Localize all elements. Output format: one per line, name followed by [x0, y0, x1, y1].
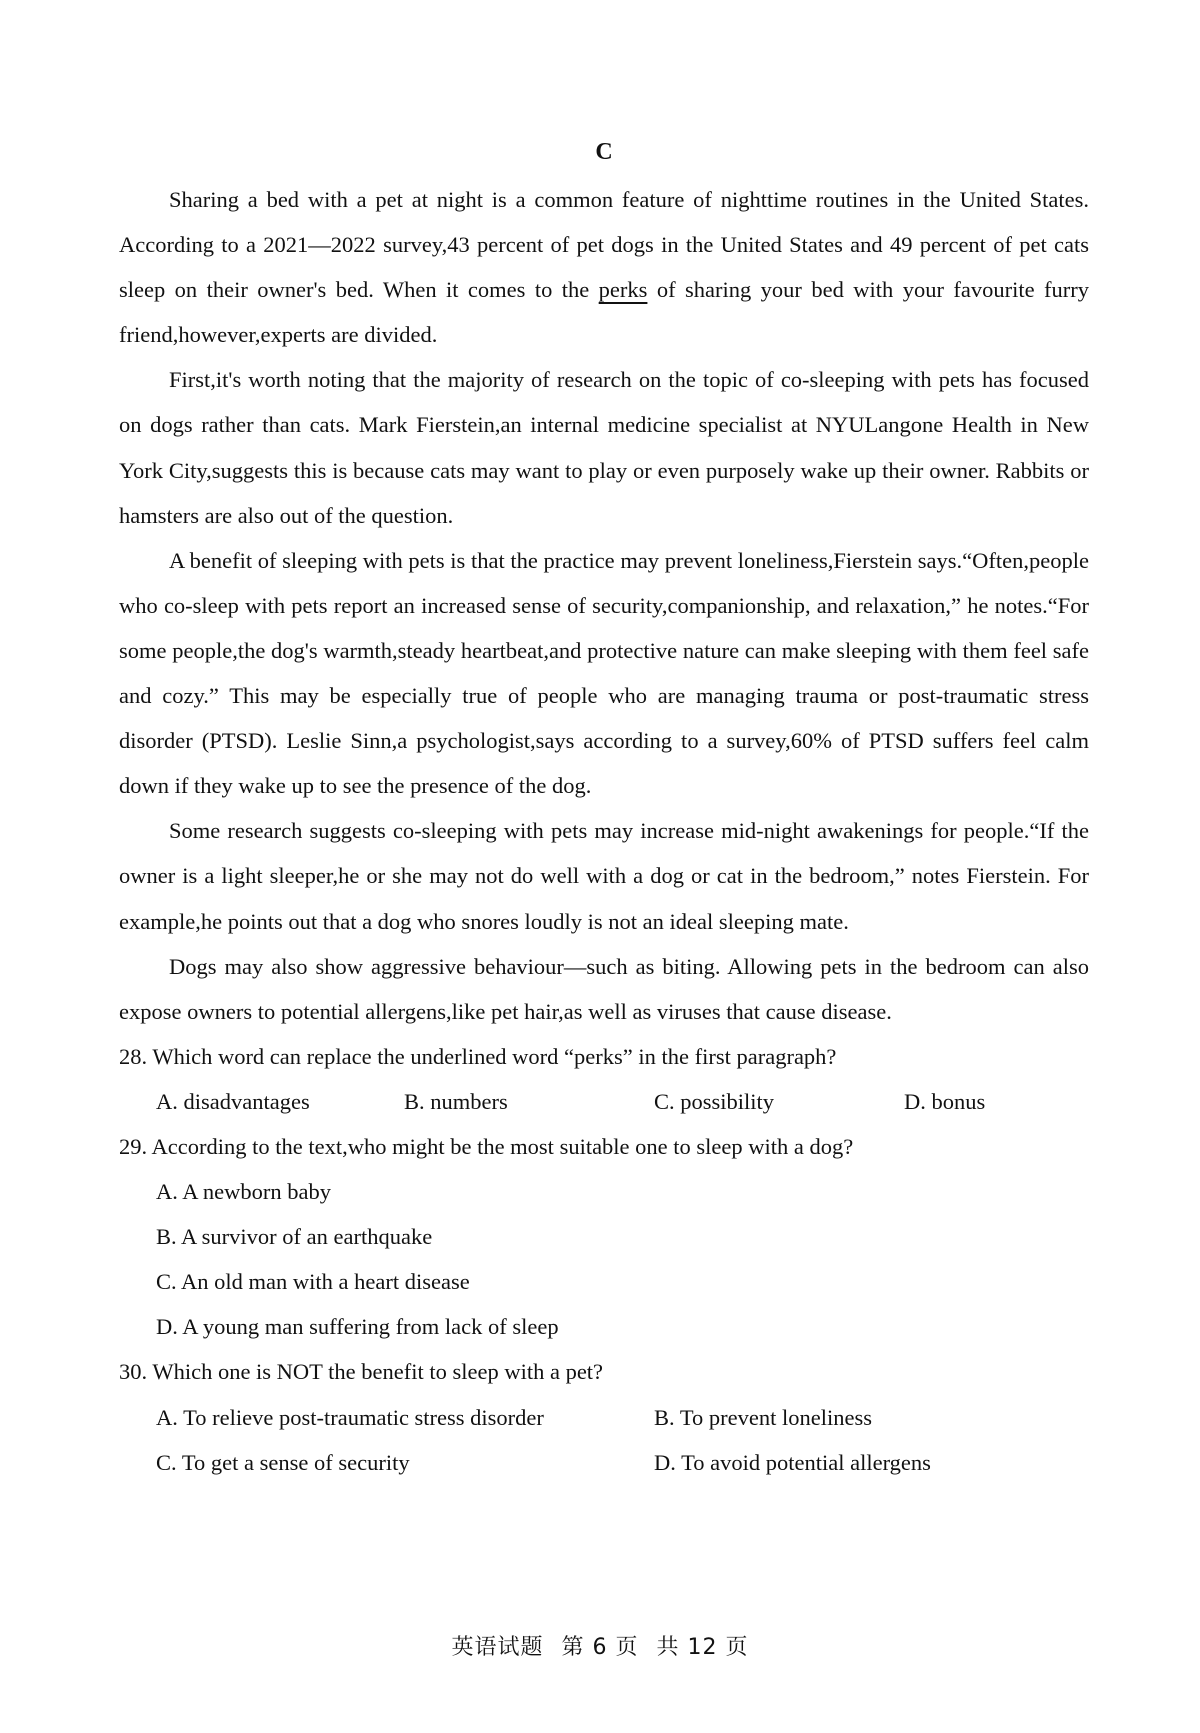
passage-paragraph-4: Some research suggests co-sleeping with pets may increase mid-night awakenings for people.“If the owner is a light sleeper,he or she may not do well with a dog or cat in the bedroom,” notes Fierstein. For example,he points out that a dog who snores loudly is not an ideal sleeping mate. [119, 818, 1089, 934]
underlined-word: perks [598, 277, 648, 303]
option-b: B. A survivor of an earthquake [156, 1224, 433, 1250]
passage-paragraph-1 [119, 177, 1089, 357]
option-a: A. A newborn baby [156, 1179, 331, 1205]
question-30-stem: 30. Which one is NOT the benefit to sleep with a pet? [119, 1359, 604, 1385]
paragraph-text: Sharing a bed with a pet at night is a common feature of nighttime routines in the United States. According to a 2021—2022 survey,43 percent of pet dogs in the United States and 49 percent of pet cats sleep on their owner's bed. When it comes to the [119, 187, 1089, 303]
footer-page-number: 第 6 页 [561, 1635, 639, 1660]
option-b: B. To prevent loneliness [654, 1404, 872, 1430]
passage-paragraph-5: Dogs may also show aggressive behaviour—such as biting. Allowing pets in the bedroom can also expose owners to potential allergens,like pet hair,as well as viruses that cause disease. [119, 953, 1089, 1024]
question-28-stem: 28. Which word can replace the underlined word “perks” in the first paragraph? [119, 1043, 837, 1069]
question-29-stem: 29. According to the text,who might be the most suitable one to sleep with a dog? [119, 1133, 854, 1159]
paragraph-text: of sharing your bed with your favourite furry friend,however,experts are divided. [119, 277, 1089, 348]
exam-page [119, 130, 1089, 1485]
section-heading: C [595, 139, 613, 165]
passage-paragraph-3: A benefit of sleeping with pets is that the practice may prevent loneliness,Fierstein says.“Often,people who co-sleep with pets report an increased sense of security,companionship, and relaxation,” he notes.“For some people,the dog's warmth,steady heartbeat,and protective nature can make sleeping with them feel safe and cozy.” This may be especially true of people who are managing trauma or post-traumatic stress disorder (PTSD). Leslie Sinn,a psychologist,says according to a survey,60% of PTSD suffers feel calm down if they wake up to see the presence of the dog. [119, 547, 1089, 799]
footer-total-pages: 共 12 页 [656, 1635, 749, 1660]
option-c: C. possibility [654, 1088, 775, 1114]
option-d: D. bonus [904, 1088, 986, 1114]
option-d: D. A young man suffering from lack of sleep [156, 1314, 559, 1340]
question-30-options-row-2 [119, 1440, 1089, 1485]
option-d: D. To avoid potential allergens [654, 1449, 931, 1475]
question-28-options [119, 1079, 1089, 1124]
option-b: B. numbers [404, 1088, 508, 1114]
option-c: C. An old man with a heart disease [156, 1269, 470, 1295]
option-a: A. disadvantages [156, 1088, 310, 1114]
footer-subject: 英语试题 [451, 1635, 544, 1660]
option-a: A. To relieve post-traumatic stress disorder [156, 1404, 544, 1430]
option-c: C. To get a sense of security [156, 1449, 410, 1475]
passage-paragraph-2: First,it's worth noting that the majority of research on the topic of co-sleeping with pets has focused on dogs rather than cats. Mark Fierstein,an internal medicine specialist at NYULangone Health in New York City,suggests this is because cats may want to play or even purposely wake up their owner. Rabbits or hamsters are also out of the question. [119, 367, 1089, 528]
page-footer [0, 1630, 1200, 1661]
question-30-options-row-1 [119, 1395, 1089, 1440]
